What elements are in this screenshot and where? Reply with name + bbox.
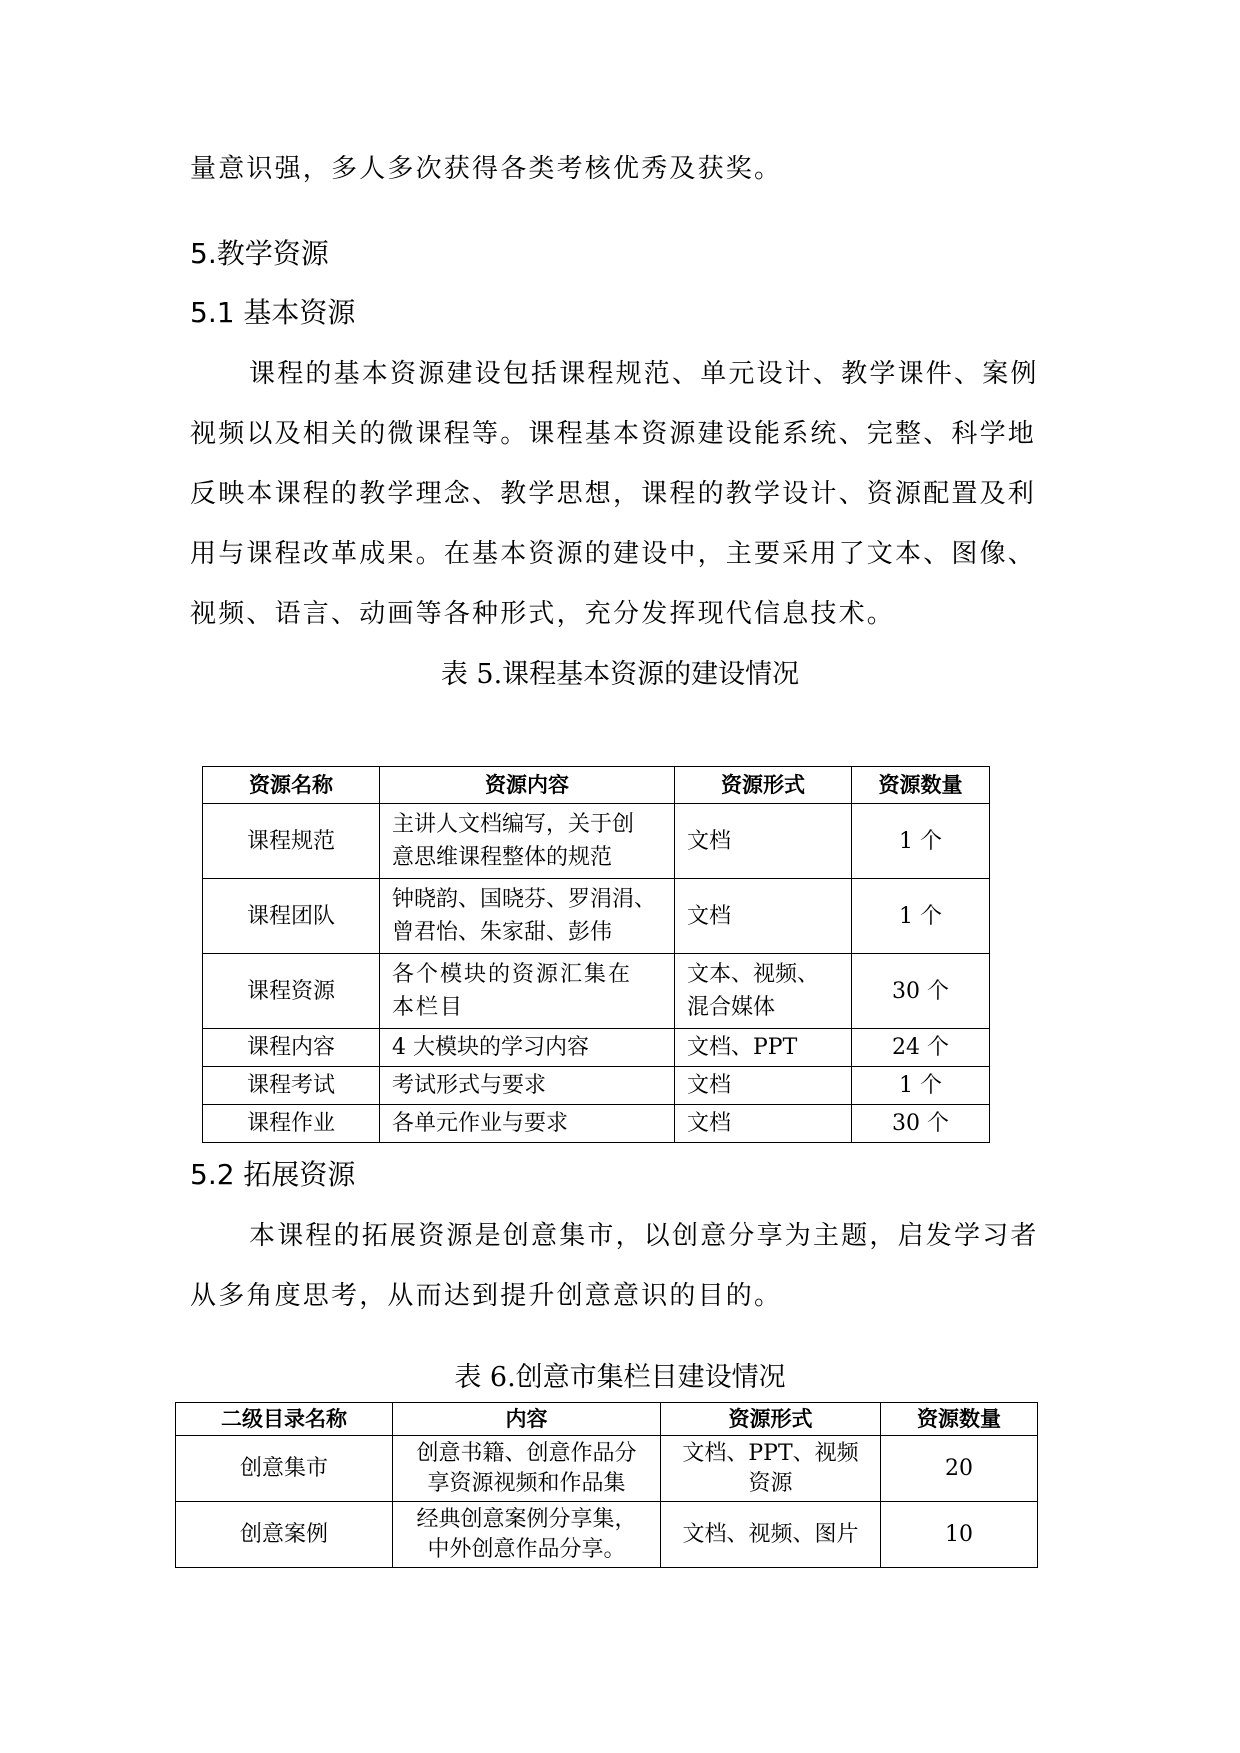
catalog-count: 10	[881, 1502, 1038, 1568]
catalog-content: 创意书籍、创意作品分 享资源视频和作品集	[393, 1436, 661, 1502]
table-row	[203, 954, 990, 1029]
resource-name: 课程内容	[203, 1029, 380, 1067]
resource-form: 文本、视频、 混合媒体	[675, 954, 852, 1029]
resource-count: 24 个	[852, 1029, 990, 1067]
resource-content: 主讲人文档编写，关于创 意思维课程整体的规范	[380, 804, 675, 879]
resource-content: 各单元作业与要求	[380, 1105, 675, 1143]
table-row	[203, 879, 990, 954]
catalog-name: 创意集市	[176, 1436, 393, 1502]
resource-count: 30 个	[852, 1105, 990, 1143]
paragraph-line: 用与课程改革成果。在基本资源的建设中，主要采用了文本、图像、	[190, 539, 1037, 569]
resource-content: 各个模块的资源汇集在 本栏目	[380, 954, 675, 1029]
header-cell: 资源数量	[881, 1403, 1038, 1436]
intro-line: 量意识强，多人多次获得各类考核优秀及获奖。	[190, 154, 783, 184]
header-cell: 资源形式	[675, 767, 852, 804]
resource-name: 课程考试	[203, 1067, 380, 1105]
resource-content: 4 大模块的学习内容	[380, 1029, 675, 1067]
resource-content: 钟晓韵、国晓芬、罗涓涓、 曾君怡、朱家甜、彭伟	[380, 879, 675, 954]
table-row	[203, 1105, 990, 1143]
paragraph-line: 反映本课程的教学理念、教学思想，课程的教学设计、资源配置及利	[190, 479, 1037, 509]
resource-name: 课程作业	[203, 1105, 380, 1143]
resource-form: 文档、PPT	[675, 1029, 852, 1067]
resource-form: 文档	[675, 804, 852, 879]
table-row	[176, 1436, 1038, 1502]
header-cell: 内容	[393, 1403, 661, 1436]
header-cell: 资源名称	[203, 767, 380, 804]
section-5-heading: 5.教学资源	[190, 237, 329, 270]
section-5-1-heading: 5.1 基本资源	[190, 296, 356, 329]
section-5-2-heading: 5.2 拓展资源	[190, 1158, 356, 1191]
resource-name: 课程规范	[203, 804, 380, 879]
paragraph-line: 课程的基本资源建设包括课程规范、单元设计、教学课件、案例	[249, 359, 1039, 389]
resource-name: 课程团队	[203, 879, 380, 954]
table-header-row	[203, 767, 990, 804]
table-header-row	[176, 1403, 1038, 1436]
header-cell: 资源内容	[380, 767, 675, 804]
table-row	[203, 1029, 990, 1067]
header-cell: 资源形式	[661, 1403, 881, 1436]
catalog-count: 20	[881, 1436, 1038, 1502]
paragraph-line: 从多角度思考，从而达到提升创意意识的目的。	[190, 1281, 783, 1311]
resource-form: 文档	[675, 1105, 852, 1143]
catalog-name: 创意案例	[176, 1502, 393, 1568]
table-6	[175, 1402, 1038, 1568]
resource-form: 文档	[675, 1067, 852, 1105]
resource-form: 文档	[675, 879, 852, 954]
resource-count: 1 个	[852, 1067, 990, 1105]
resource-name: 课程资源	[203, 954, 380, 1029]
resource-count: 1 个	[852, 879, 990, 954]
table-5-caption: 表 5.课程基本资源的建设情况	[440, 659, 800, 690]
header-cell: 资源数量	[852, 767, 990, 804]
table-6-caption: 表 6.创意市集栏目建设情况	[454, 1362, 786, 1393]
catalog-form: 文档、PPT、视频 资源	[661, 1436, 881, 1502]
resource-count: 30 个	[852, 954, 990, 1029]
table-row	[203, 1067, 990, 1105]
catalog-content: 经典创意案例分享集， 中外创意作品分享。	[393, 1502, 661, 1568]
resource-content: 考试形式与要求	[380, 1067, 675, 1105]
paragraph-line: 视频、语言、动画等各种形式，充分发挥现代信息技术。	[190, 599, 896, 629]
resource-count: 1 个	[852, 804, 990, 879]
header-cell: 二级目录名称	[176, 1403, 393, 1436]
table-5	[202, 766, 990, 1143]
table-row	[203, 804, 990, 879]
paragraph-line: 视频以及相关的微课程等。课程基本资源建设能系统、完整、科学地	[190, 419, 1037, 449]
paragraph-line: 本课程的拓展资源是创意集市，以创意分享为主题，启发学习者	[249, 1221, 1039, 1251]
table-row	[176, 1502, 1038, 1568]
catalog-form: 文档、视频、图片	[661, 1502, 881, 1568]
